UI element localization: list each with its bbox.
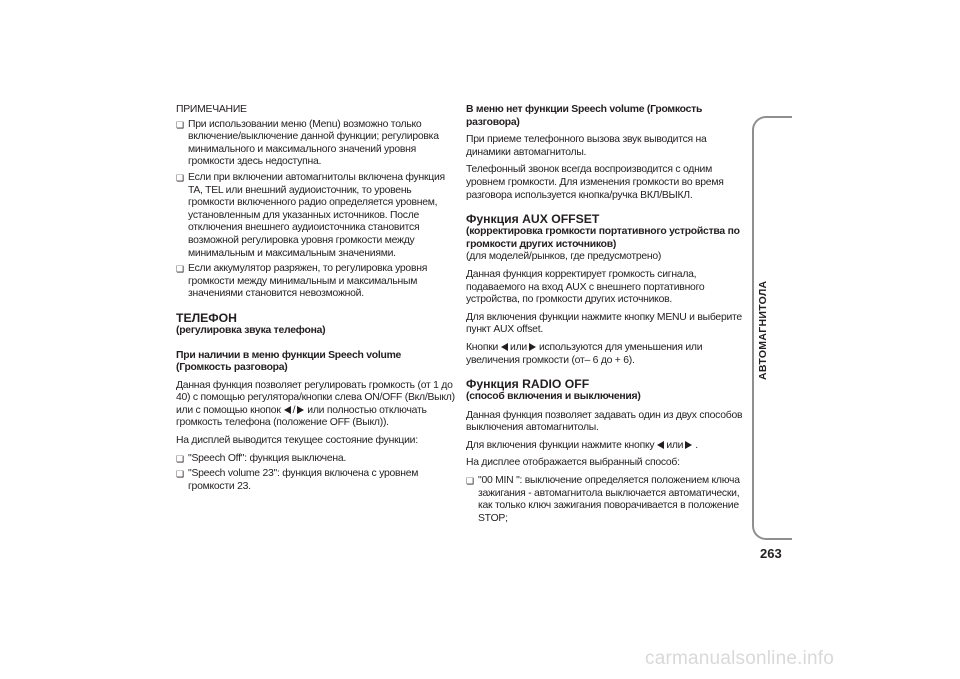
section-subtitle-phone: (регулировка звука телефона) — [176, 324, 326, 336]
aux-offset-subtitle: (корректировка громкости портативного устройства по громкости других источников) — [466, 226, 740, 250]
aux-para3-text-b: используются для уменьшения или увеличения громкости (от– 6 до + 6). — [466, 341, 703, 366]
radio-para2-text-a: Для включения функции нажмите кнопку — [466, 439, 655, 451]
aux-offset-paragraph-2: Для включения функции нажмите кнопку MENU и выберите пункт AUX offset. — [466, 311, 742, 336]
radio-off-paragraph-2 — [466, 440, 748, 453]
display-status-intro: На дисплей выводится текущее состояние функции: — [176, 435, 418, 447]
aux-offset-models: (для моделей/рынков, где предусмотрено) — [466, 251, 662, 263]
right-arrow-icon — [297, 406, 304, 414]
speech-volume-paragraph — [176, 380, 457, 430]
radio-off-subtitle: (способ включения и выключения) — [466, 391, 641, 403]
page-number: 263 — [760, 546, 782, 561]
aux-offset-paragraph-3 — [466, 342, 748, 367]
right-arrow-icon — [685, 441, 692, 449]
para1-separator: / — [292, 404, 296, 416]
radio-off-option: ❏ "00 MIN ": выключение определяется положением ключа зажигания - автомагнитола выключается автоматически, как только ключ зажигания поворачивается в положение STOP; — [466, 475, 748, 525]
call-audio-paragraph: При приеме телефонного вызова звук выводится на динамики автомагнитолы. — [466, 134, 707, 158]
radio-para2-text-b: . — [695, 439, 698, 451]
state-item: ❏ "Speech Off": функция выключена. — [176, 453, 457, 466]
note-item: ❏ Если аккумулятор разряжен, то регулировка уровня громкости между минимальным и максимальным значениями становится невозможной. — [176, 263, 457, 301]
radio-off-paragraph-3: На дисплее отображается выбранный способ: — [466, 457, 680, 469]
ring-volume-paragraph: Телефонный звонок всегда воспроизводится с одним уровнем громкости. Для изменения громкости во время разговора используется кнопка/ручка ВКЛ/ВЫКЛ. — [466, 164, 724, 201]
right-column — [466, 104, 748, 528]
speech-volume-heading-line2: (Громкость разговора) — [176, 362, 288, 374]
no-speech-volume-heading: В меню нет функции Speech volume (Громкость разговора) — [466, 104, 703, 128]
section-title-phone: ТЕЛЕФОН — [176, 310, 237, 325]
radio-off-title: Функция RADIO OFF — [466, 377, 590, 392]
chapter-tab-text: АВТОМАГНИТОЛА — [757, 280, 769, 380]
aux-para3-text-a: Кнопки — [466, 341, 499, 353]
speech-volume-heading-line1: При наличии в меню функции Speech volume — [176, 349, 402, 361]
radio-para2-or: или — [666, 439, 684, 451]
left-arrow-icon — [284, 406, 291, 414]
aux-offset-paragraph-1: Данная функция корректирует громкость сигнала, подаваемого на вход AUX с внешнего портативного устройства, по громкости других источников. — [466, 268, 705, 306]
para1-text-b: или полностью отключать громкость телефона (положение OFF (Выкл)). — [176, 404, 427, 429]
note-item: ❏ Если при включении автомагнитолы включена функция TA, TEL или внешний аудиоисточник, то уровень громкости включенного радио определяется уровнем, установленным для указанных источников. После отключения внешнего аудиоисточника становится возможной регулировка уровня громкости между минимальным и максимальным значениями. — [176, 172, 457, 260]
right-arrow-icon — [529, 343, 536, 351]
watermark: carmanualsonline.info — [645, 648, 835, 669]
speech-volume-heading — [176, 350, 457, 375]
note-title: ПРИМЕЧАНИЕ — [176, 104, 247, 115]
note-item: ❏ При использовании меню (Menu) возможно только включение/выключение данной функции; регулировка минимального и максимального значений уровня громкости здесь недоступна. — [176, 119, 457, 169]
aux-para3-or: или — [510, 341, 527, 353]
state-item: ❏ "Speech volume 23": функция включена с уровнем громкости 23. — [176, 468, 457, 493]
para1-text-a: Данная функция позволяет регулировать громкость (от 1 до 40) с помощью регулятора/кнопки слева ON/OFF (Вкл/Выкл) или с помощью кнопок — [176, 379, 455, 416]
left-column — [176, 104, 457, 496]
left-arrow-icon — [657, 441, 664, 449]
radio-off-paragraph-1: Данная функция позволяет задавать один из двух способов выключения автомагнитолы. — [466, 409, 743, 434]
aux-offset-title: Функция AUX OFFSET — [466, 212, 600, 227]
left-arrow-icon — [501, 343, 508, 351]
